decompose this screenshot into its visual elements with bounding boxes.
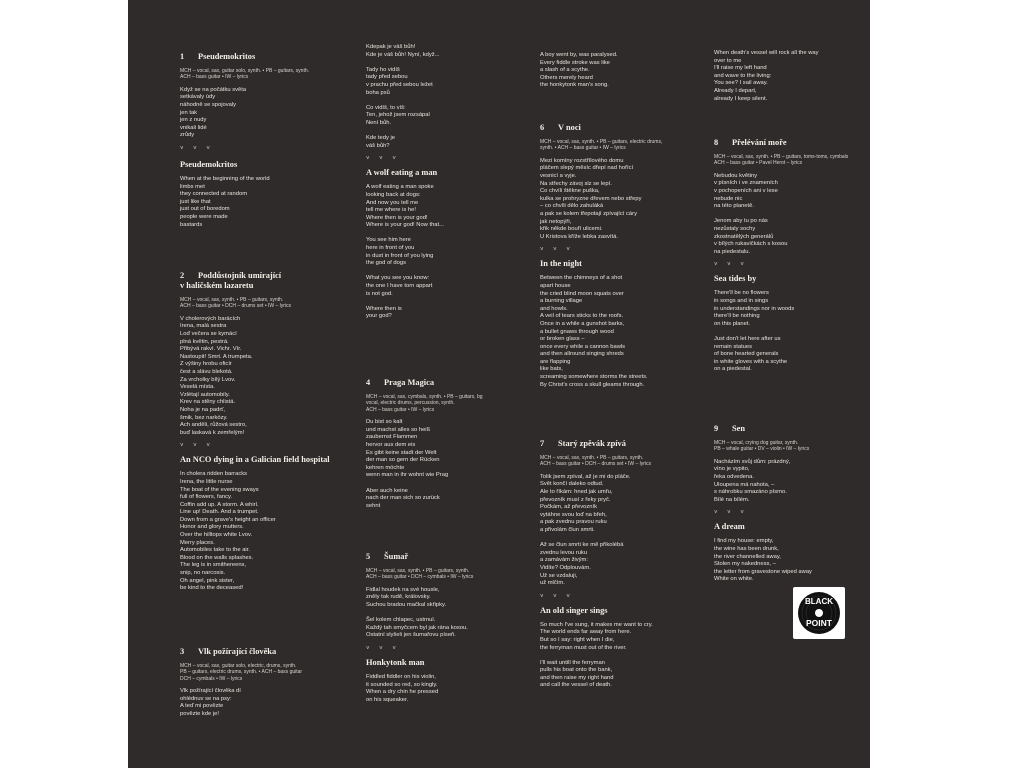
song-5 xyxy=(366,552,531,704)
song-8 xyxy=(714,138,870,374)
song-credits: MCH – vocal, sax, guitar solo, electric, drums, synth. PB – guitars, electric drums, synth. • ACH – bass guitar DCH – cymbals • IW – lyrics xyxy=(180,663,303,682)
song-credits: MCH – vocal, sax, guitar solo, synth. • PB – guitars, synth. ACH – bass guitar • IW – lyrics xyxy=(180,68,310,81)
song-lyrics-english: When at the beginning of the world limbs met they connected at random just like that just out of boredom people were made bastards xyxy=(180,175,270,228)
black-point-logo xyxy=(793,587,845,639)
song-credits: MCH – vocal, sax, synth. • PB – guitars, toms-toms, cymbals ACH – bass guitar • Pavel Herot – lyrics xyxy=(714,154,849,167)
song-lyrics: Kdepak je váš bůh! Kde je váš bůh! Nyní, když... Tady ho vidíš tady před sebou v prachu před sebou ležet boha psů Co vidíš, to víš: Ten, jehož jsem rozsápal Není bůh. Kde tedy je váš bůh? xyxy=(366,44,440,149)
song-2 xyxy=(180,271,345,593)
song-lyrics: Nebudou květiny v písních i ve znameních v pochopeních ani v lese nebude nic na této planetě. Jenom aby tu po nás nezůstaly sochy zkostnatělých generálů v bílých rukavičkách s kosou na piedestalu. xyxy=(714,172,788,255)
song-lyrics: Nacházím svůj dům: prázdný, víno je vypito, řeka odvedena. Uloupena má nahota, – s náhrobku smazáno písmo. Bílé na bílém. xyxy=(714,458,791,503)
song-title: 3 Vlk požírající člověka xyxy=(180,647,277,656)
song-title: 4 Praga Magica xyxy=(366,378,435,387)
song-credits: MCH – vocal, sax, cymbals, synth. • PB – guitars, bg vocal, electric drums, percussion, synth. ACH – bass guitar • IW – lyrics xyxy=(366,394,483,413)
song-5-continued xyxy=(540,52,705,90)
song-lyrics: Tolik jsem zpíval, až je mi do pláče. Svět končí daleko odtud. Ale to říkám: hned jak umřu, převozník musí z řeky pryč. Počkám, až převozník vytáhne svou loď na břeh, a pak zvednu pravou ruku a přivolám člun smrti. Až se člun smrti ke mě přikolébá zvednu levou ruku a zamávám živým: Vidíte? Odplouvám. Už se vzdaluji, už mlčím. xyxy=(540,473,631,587)
song-title-english: Pseudemokritos xyxy=(180,159,238,169)
song-1 xyxy=(180,52,345,229)
song-lyrics-english: So much I've sung, it makes me want to cry. The world ends far away from here. But so I say: right when I die, the ferryman must out of the river. I'll wait untill the ferryman pulls his boat onto the bank, and then raise my right hand and call the vessel of death. xyxy=(540,621,653,689)
song-title: 2 Poddůstojník umírající v haličském lazaretu xyxy=(180,271,282,290)
song-title-english: An old singer sings xyxy=(540,605,608,615)
song-lyrics-english: There'll be no flowers in songs and in sings in understandings nor in woods there'll be nothing on this planet. Just don't let here after us remain statues of bone hearted generals in white gloves with a scythe on a piedestal. xyxy=(714,290,795,373)
song-title-english: An NCO dying in a Galician field hospital xyxy=(180,455,330,465)
song-credits: MCH – vocal, sax, synth. • PB – guitars, synth. ACH – bass guitar • DCH – drums set • IW – lyrics xyxy=(540,455,652,468)
song-lyrics: V cholerových barácích Irena, malá sestra Loď večera se kymácí plná květin, pestrá. Přibývá rakví. Vichr. Vír. Nastoupit! Smrt. A trumpeta. Z výšiny hrobu oficír čest a slávu blekotá. Za vrcholky bílý Lvov. Veselá místa. Vzlétají automobily. Krev na stěny chlistá. Noha je na padrť, šmik, bez narkózy. Ach anděli, růžová sestro, buď laskavá k zemřelým! xyxy=(180,315,253,436)
logo-text-bottom: POINT xyxy=(806,618,832,628)
separator: ˅ ˅ ˅ xyxy=(540,593,574,600)
separator: ˅ ˅ ˅ xyxy=(366,645,400,652)
song-lyrics-english: Between the chimneys of a shot apart house the cried blind moon squats over a burning village and howls. A veil of tears sticks to the roofs. Once in a while a gunshot barks, a bullet gnaws through wood or broken glass – once every while a cannon bawls and then allround singing shreds are flapping like bats, screaming somewhere storms the streets. By Christ's cross a skull gleams through. xyxy=(540,275,648,388)
song-lyrics-english: A wolf eating a man spoke looking back at dogs: And now you tell me tell me where is he! Where then is your god! Where is your god! Now that... You see him here here in front of you in dust in front of you lying the god of dogs What you see you know: the one I have torn appart is not god. Where then is your god? xyxy=(366,184,444,320)
separator: ˅ ˅ ˅ xyxy=(540,247,574,254)
song-9 xyxy=(714,424,870,584)
separator: ˅ ˅ ˅ xyxy=(180,443,214,450)
song-lyrics-english: In cholera ridden barracks Irena, the little nurse The boat of the evening sways full of flowers, fancy. Coffin add up. A storm. A whirl. Line up! Death. And a trumpet. Down from a grave's height an officer Honor and glory mutters. Over the hilltops white Lvov. Merry places. Automobiles take to the air. Blood on the walls splashes. The leg is in smithereens, snip, no narcosis. Oh angel, pink sister, be kind to the deceased! xyxy=(180,471,276,592)
song-title-english: Honkytonk man xyxy=(366,657,425,667)
song-title: 1 Pseudemokritos xyxy=(180,52,256,61)
song-lyrics-english: When death's vessel will rock all the way over to me I'll raise my left hand and wave to the living: You see? I sail away. Already I depart, already I keep silent. xyxy=(714,50,819,102)
song-4 xyxy=(366,378,531,510)
separator: ˅ ˅ ˅ xyxy=(714,510,748,517)
song-lyrics-english: I find my house: empty, the wine has been drunk, the river channelled away, Stolen my nakedness, – the letter from gravestone wiped away White on white. xyxy=(714,538,812,583)
song-lyrics: Když se na počátku světa setkávaly údy náhodně se spojovaly jen tak jen z nudy vnikali lidé zrůdy xyxy=(180,86,247,139)
song-title: 5 Šumař xyxy=(366,552,409,561)
song-lyrics: Fidlal houdek na své housle, zněly tak rudě, královsky. Suchou bradou mačkal skřipky. Šel kolem chlapec, ustrnul. Každý tah smyčcem byl jak rána kosou. Ostatní slyšeli jen šumařovu píseň. xyxy=(366,586,468,639)
song-lyrics: Vlk požírající člověka dí ohlédnuv se na psy: A teď mi povězte povězte kde je! xyxy=(180,688,241,717)
song-3-continued xyxy=(366,44,531,321)
separator: ˅ ˅ ˅ xyxy=(714,262,748,269)
lyrics-sheet xyxy=(128,0,870,768)
record-logo-icon xyxy=(793,587,845,639)
song-credits: MCH – vocal, sax, synth. • PB – guitars, electric drums, synth. • ACH – bass guitar • IW – lyrics xyxy=(540,139,663,152)
song-6 xyxy=(540,123,705,389)
song-title: 8 Přelévání moře xyxy=(714,138,787,147)
song-7 xyxy=(540,439,705,690)
logo-text-top: BLACK xyxy=(805,597,833,606)
song-title-english: Sea tides by xyxy=(714,274,757,284)
song-title-english: A dream xyxy=(714,522,745,532)
song-3 xyxy=(180,647,345,719)
song-lyrics: Du bist so kalt und machst alles so heiß zaubernst Flammen hervor aus dem eis Es gibt keine stadt der Welt der man so gern der Rücken kehren möchte wenn man in ihr wohnt wie Prag Aber auch keine nach der man sich so zurück sehnt xyxy=(366,419,449,509)
song-7-continued xyxy=(714,50,870,103)
song-title-english: In the night xyxy=(540,259,582,269)
song-title: 6 V noci xyxy=(540,123,581,132)
song-credits: MCH – vocal, crying dog guitar, synth. PB – whale guitar • DV – violin • IW – lyrics xyxy=(714,440,810,453)
song-credits: MCH – vocal, sax, synth. • PB – guitars, synth. ACH – bass guitar • DCH – cymbals • IW – lyrics xyxy=(366,568,474,581)
song-title: 9 Sen xyxy=(714,424,746,433)
song-title-english: A wolf eating a man xyxy=(366,168,438,178)
song-lyrics-english: A boy went by, was paralysed. Every fiddle stroke was like a slash of a scythe. Others merely heard the honkytonk man's song. xyxy=(540,52,618,89)
song-lyrics-english: Fiddled fiddler on his violin, it sounded so red, so kingly. When a dry chin he pressed on his squeaker. xyxy=(366,673,439,703)
song-credits: MCH – vocal, sax, synth. • PB – guitars, synth. ACH – bass guitar • DCH – drums set • IW – lyrics xyxy=(180,297,292,310)
separator: ˅ ˅ ˅ xyxy=(180,145,214,152)
separator: ˅ ˅ ˅ xyxy=(366,156,400,163)
song-lyrics: Mezi komíny rozstřílového domu pláčem slepý měsíc dřepí nad hořící vesnicí a vyje. Na střechy závoj slz se lepí. Co chvíli štěkne puška, kulka se prohryzne dřevem nebo střepy – co chvíli dělo zahuláká a pak se kolem třepotají zpívající cáry jak netopýři, křik někde bouří ulicemi. U Kristova kříže lebka zasvítá. xyxy=(540,157,642,240)
song-title: 7 Starý zpěvák zpívá xyxy=(540,439,626,448)
